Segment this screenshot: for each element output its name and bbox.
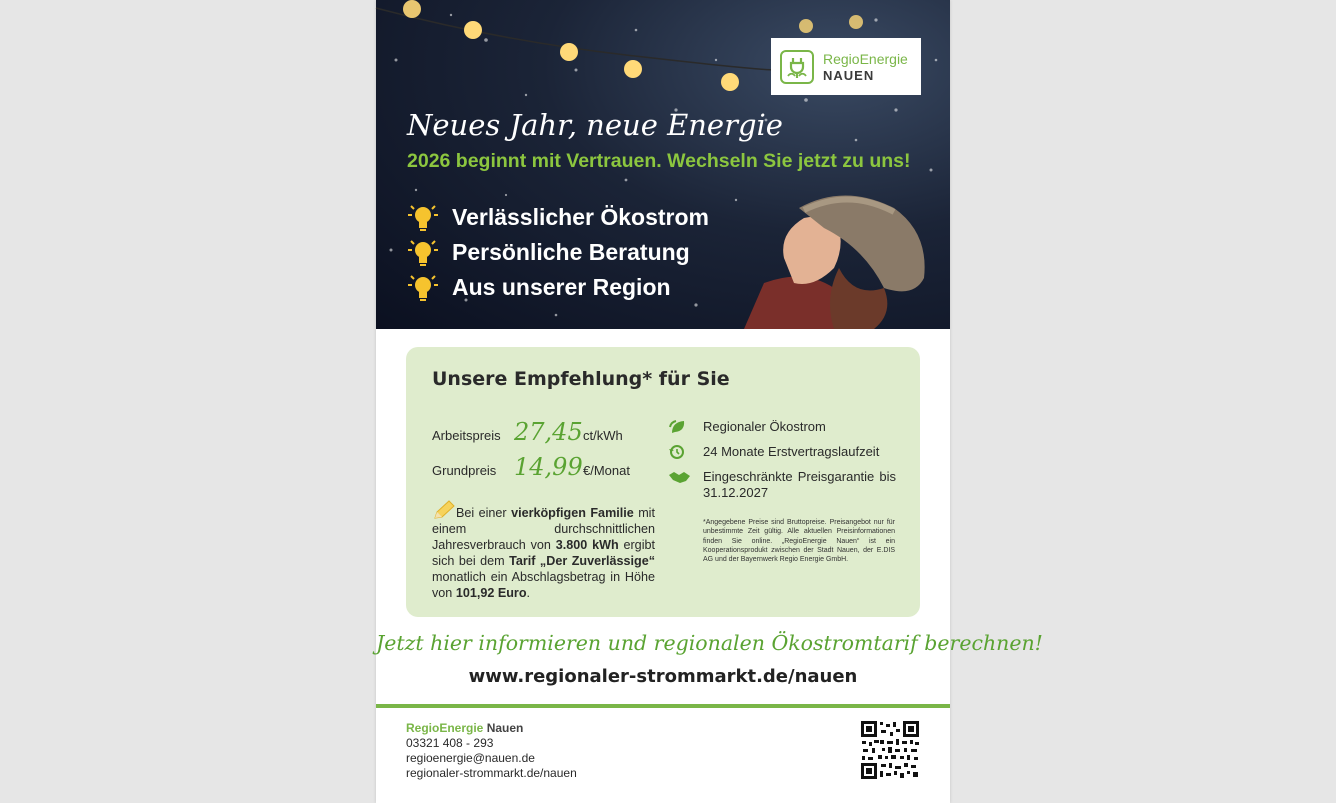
benefit-item (406, 270, 709, 305)
price-row-arbeitspreis (432, 418, 623, 448)
example-text-1: Bei einer (456, 506, 512, 520)
plug-leaf-icon (780, 50, 814, 84)
feature-item (668, 419, 896, 435)
logo-text-regioenergie: RegioEnergie (823, 51, 908, 67)
qr-code-icon[interactable] (860, 720, 920, 780)
price-row-grundpreis (432, 453, 630, 483)
headline: Neues Jahr, neue Energie (407, 108, 783, 142)
price-label: Grundpreis (432, 463, 497, 478)
example-calculation (432, 500, 655, 601)
lightbulb-icon (406, 203, 440, 233)
contact-email[interactable]: regioenergie@nauen.de (406, 751, 535, 765)
example-text-4: monatlich ein Abschlagsbetrag in Höhe von (432, 570, 655, 600)
girl-in-snow-photo (744, 188, 950, 329)
lightbulb-icon (406, 273, 440, 303)
lightbulb-icon (406, 238, 440, 268)
contact-block (406, 721, 577, 781)
benefit-label: Persönliche Beratung (452, 239, 690, 265)
contact-web[interactable]: regionaler-strommarkt.de/nauen (406, 766, 577, 780)
benefit-label: Aus unserer Region (452, 274, 671, 300)
pencil-icon (432, 500, 456, 520)
handshake-icon (668, 469, 692, 485)
price-value: 14,99 (514, 453, 583, 481)
example-bold-consumption: 3.800 kWh (555, 538, 619, 552)
example-bold-tariff: Tarif „Der Zuverlässige“ (509, 554, 655, 568)
example-bold-family: vierköpfigen Familie (511, 506, 634, 520)
price-value: 27,45 (514, 418, 583, 446)
feature-label: Regionaler Ökostrom (703, 419, 826, 434)
leaf-recycle-icon (668, 419, 692, 435)
contact-phone[interactable]: 03321 408 - 293 (406, 736, 494, 750)
brand-name-dark: Nauen (483, 721, 524, 735)
subline: 2026 beginnt mit Vertrauen. Wechseln Sie jetzt zu uns! (407, 150, 911, 172)
hero-banner (376, 0, 950, 329)
offer-box (406, 347, 920, 617)
price-unit: €/Monat (583, 463, 630, 478)
contact-brand (406, 721, 577, 736)
offer-title: Unsere Empfehlung* für Sie (432, 368, 730, 390)
example-text-2: mit einem durchschnittlichen Jahresverbrauch von (432, 506, 655, 552)
fineprint: *Angegebene Preise sind Bruttopreise. Preisangebot nur für unbestimmte Zeit gültig. Alle aktuellen Preisinformationen finden Sie online. „RegioEnergie Nauen“ ist ein Kooperationsprodukt zwischen der Stadt Nauen, der E.DIS AG und der Bayernwerk Regio Energie GmbH. (703, 519, 895, 564)
flyer-page (376, 0, 1043, 803)
website-link[interactable]: www.regionaler-strommarkt.de/nauen (468, 666, 858, 687)
benefit-item (406, 235, 709, 270)
feature-item (668, 469, 896, 501)
call-to-action: Jetzt hier informieren und regionalen Ökostromtarif berechnen! (376, 631, 1043, 655)
price-label: Arbeitspreis (432, 428, 501, 443)
example-text-3: ergibt sich bei dem (432, 538, 655, 568)
feature-item (668, 444, 896, 460)
benefit-label: Verlässlicher Ökostrom (452, 204, 709, 230)
feature-list (668, 419, 896, 510)
benefit-list (406, 200, 709, 305)
example-bold-amount: 101,92 Euro (455, 586, 527, 600)
benefit-item (406, 200, 709, 235)
logo-text-nauen: NAUEN (823, 68, 875, 83)
regioenergie-logo (771, 38, 921, 95)
footer-divider (376, 704, 950, 708)
brand-name-green: RegioEnergie (406, 721, 484, 735)
price-unit: ct/kWh (583, 428, 623, 443)
history-clock-icon (668, 444, 692, 460)
feature-label: Eingeschränkte Preisgarantie bis 31.12.2027 (703, 469, 896, 500)
example-text-5: . (526, 586, 531, 600)
feature-label: 24 Monate Erstvertragslaufzeit (703, 444, 880, 459)
